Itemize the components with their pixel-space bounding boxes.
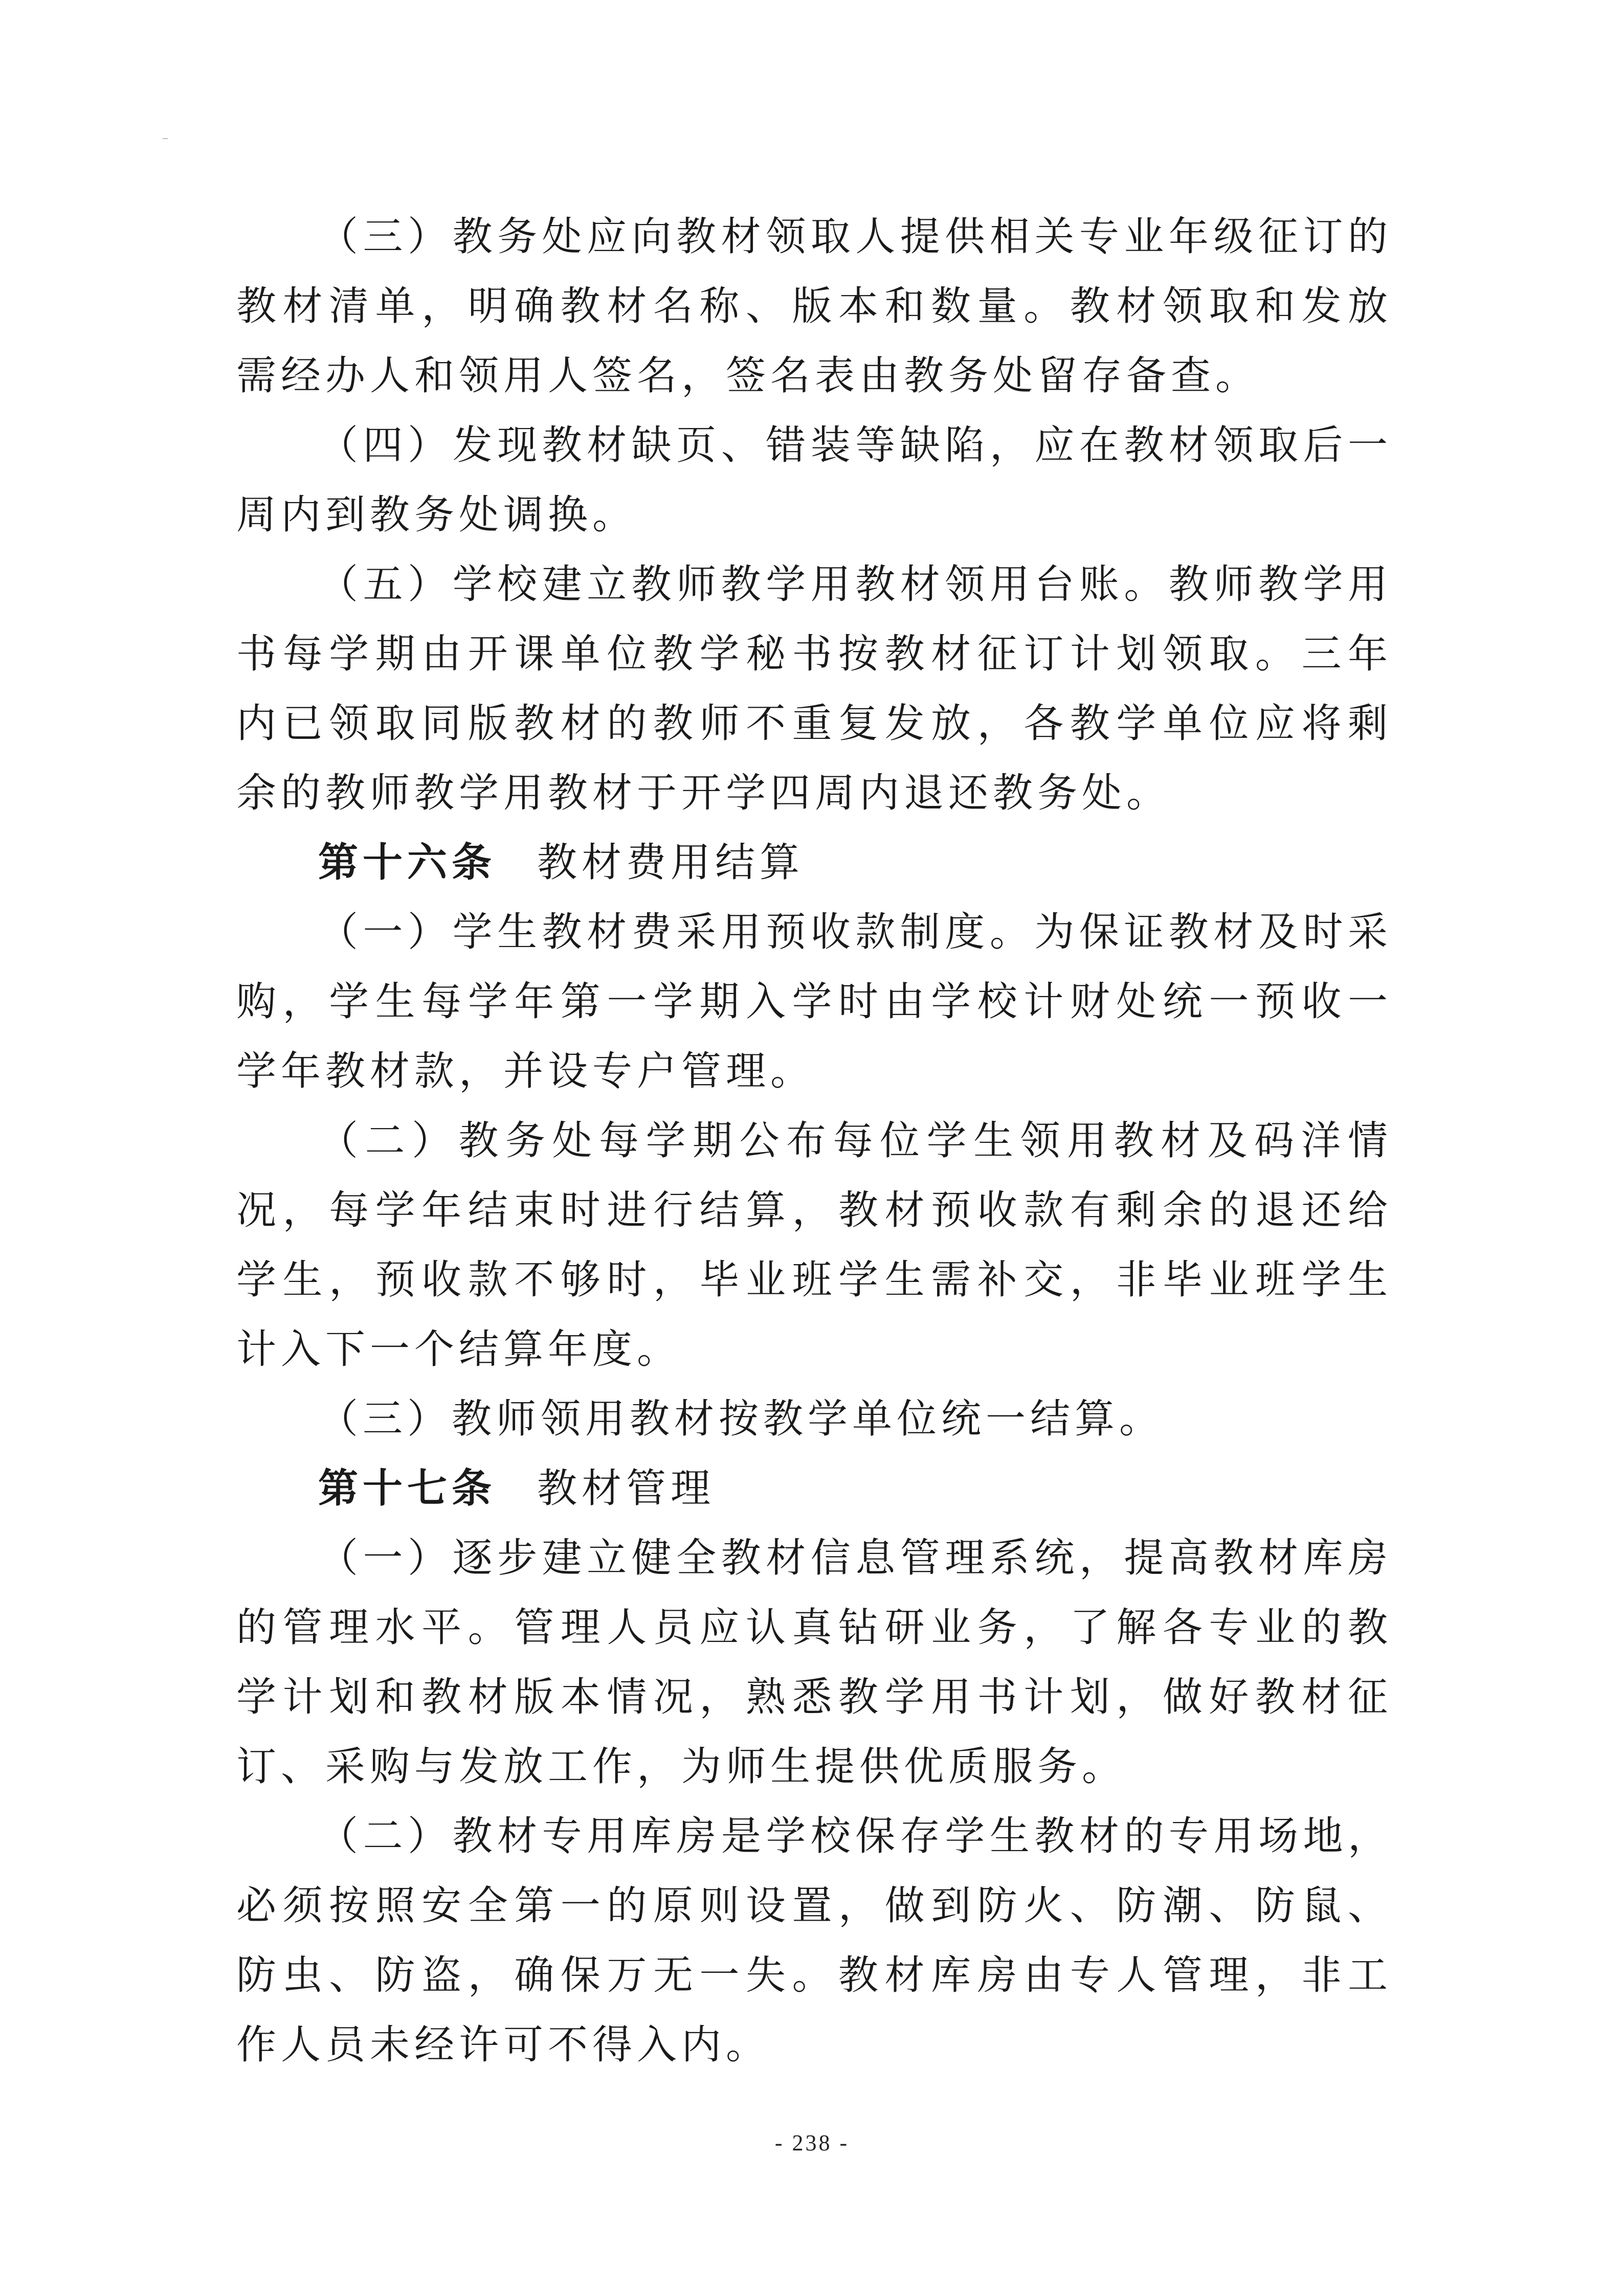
paragraph-teaching-materials-list: （三）教务处应向教材领取人提供相关专业年级征订的教材清单，明确教材名称、版本和数量。教材领取和发放需经办人和领用人签名，签名表由教务处留存备查。 [236,214,1392,399]
article-17-heading [236,1454,1392,1523]
paragraph-prepayment: （一）学生教材费采用预收款制度。为保证教材及时采购，学生每学年第一学期入学时由学校计财处统一预收一学年教材款，并设专户管理。 [236,909,1392,1094]
paragraph-teacher-ledger: （五）学校建立教师教学用教材领用台账。教师教学用书每学期由开课单位教学秘书按教材征订计划领取。三年内已领取同版教材的教师不重复发放，各教学单位应将剩余的教师教学用教材于开学四周内退还教务处。 [236,561,1392,816]
page-number: - 238 - [774,2130,850,2155]
paragraph-management-system: （一）逐步建立健全教材信息管理系统，提高教材库房的管理水平。管理人员应认真钻研业务，了解各专业的教学计划和教材版本情况，熟悉教学用书计划，做好教材征订、采购与发放工作，为师生提供优质服务。 [236,1535,1392,1790]
paragraph-storage-room: （二）教材专用库房是学校保存学生教材的专用场地，必须按照安全第一的原则设置，做到防火、防潮、防鼠、防虫、防盗，确保万无一失。教材库房由专人管理，非工作人员未经许可不得入内。 [236,1813,1392,2068]
article-16-heading [236,828,1392,897]
article-title: 教材管理 [537,1466,716,1512]
document-body [236,202,1392,2080]
article-number: 第十六条 [318,840,497,886]
paragraph-defect-exchange: （四）发现教材缺页、错装等缺陷，应在教材领取后一周内到教务处调换。 [236,422,1392,538]
paragraph-teacher-settlement: （三）教师领用教材按教学单位统一结算。 [318,1396,1164,1442]
scan-mark [163,138,168,139]
article-title: 教材费用结算 [537,840,805,886]
paragraph-settlement: （二）教务处每学期公布每位学生领用教材及码洋情况，每学年结束时进行结算，教材预收款有剩余的退还给学生，预收款不够时，毕业班学生需补交，非毕业班学生计入下一个结算年度。 [236,1118,1392,1372]
article-number: 第十七条 [318,1466,497,1512]
